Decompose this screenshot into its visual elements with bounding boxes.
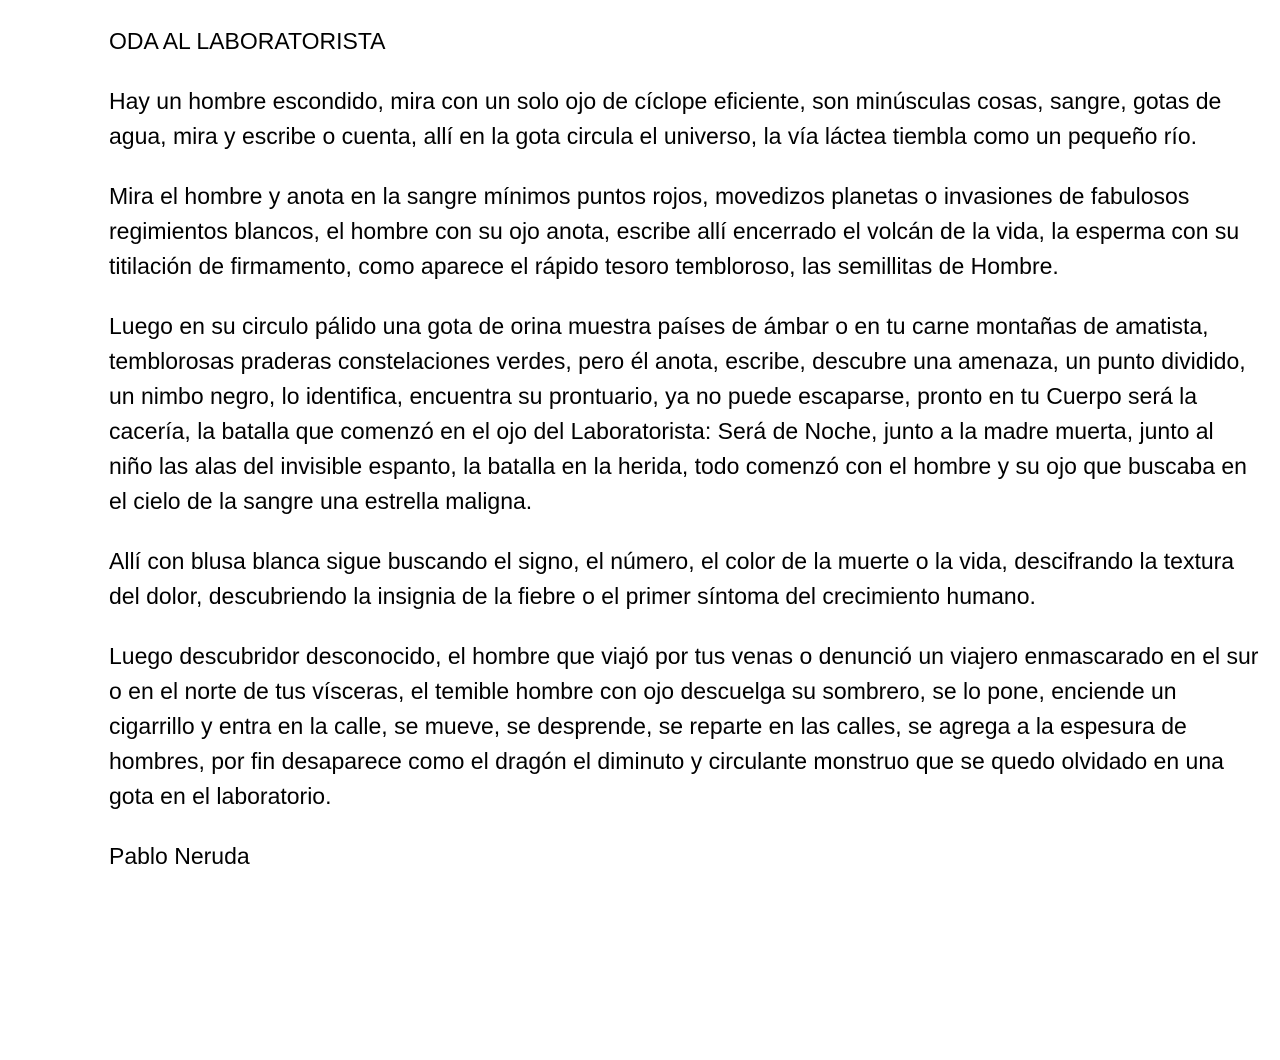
poem-paragraph-2: Mira el hombre y anota en la sangre mínimos puntos rojos, movedizos planetas o invasiones de fabulosos regimientos blancos, el hombre con su ojo anota, escribe allí encerrado el volcán de la vida, la esperma con su titilación de firmamento, como aparece el rápido tesoro tembloroso, las semillitas de Hombre. [109, 183, 1240, 279]
poem-title: ODA AL LABORATORISTA [109, 28, 386, 54]
poem-paragraph-3: Luego en su circulo pálido una gota de orina muestra países de ámbar o en tu carne montañas de amatista, temblorosas praderas constelaciones verdes, pero él anota, escribe, descubre una amenaza, un punto dividido, un nimbo negro, lo identifica, encuentra su prontuario, ya no puede escaparse, pronto en tu Cuerpo será la cacería, la batalla que comenzó en el ojo del Laboratorista: Será de Noche, junto a la madre muerta, junto al niño las alas del invisible espanto, la batalla en la herida, todo comenzó con el hombre y su ojo que buscaba en el cielo de la sangre una estrella maligna. [109, 313, 1247, 514]
poem-paragraph-1: Hay un hombre escondido, mira con un solo ojo de cíclope eficiente, son minúsculas cosas, sangre, gotas de agua, mira y escribe o cuenta, allí en la gota circula el universo, la vía láctea tiembla como un pequeño río. [109, 88, 1222, 149]
poem-paragraph-5: Luego descubridor desconocido, el hombre que viajó por tus venas o denunció un viajero enmascarado en el sur o en el norte de tus vísceras, el temible hombre con ojo descuelga su sombrero, se lo pone, enciende un cigarrillo y entra en la calle, se mueve, se desprende, se reparte en las calles, se agrega a la espesura de hombres, por fin desaparece como el dragón el diminuto y circulante monstruo que se quedo olvidado en una gota en el laboratorio. [109, 643, 1259, 809]
poem-paragraph-4: Allí con blusa blanca sigue buscando el signo, el número, el color de la muerte o la vida, descifrando la textura del dolor, descubriendo la insignia de la fiebre o el primer síntoma del crecimiento humano. [109, 548, 1235, 609]
poem-author: Pablo Neruda [109, 843, 250, 869]
document-page [109, 24, 1259, 874]
